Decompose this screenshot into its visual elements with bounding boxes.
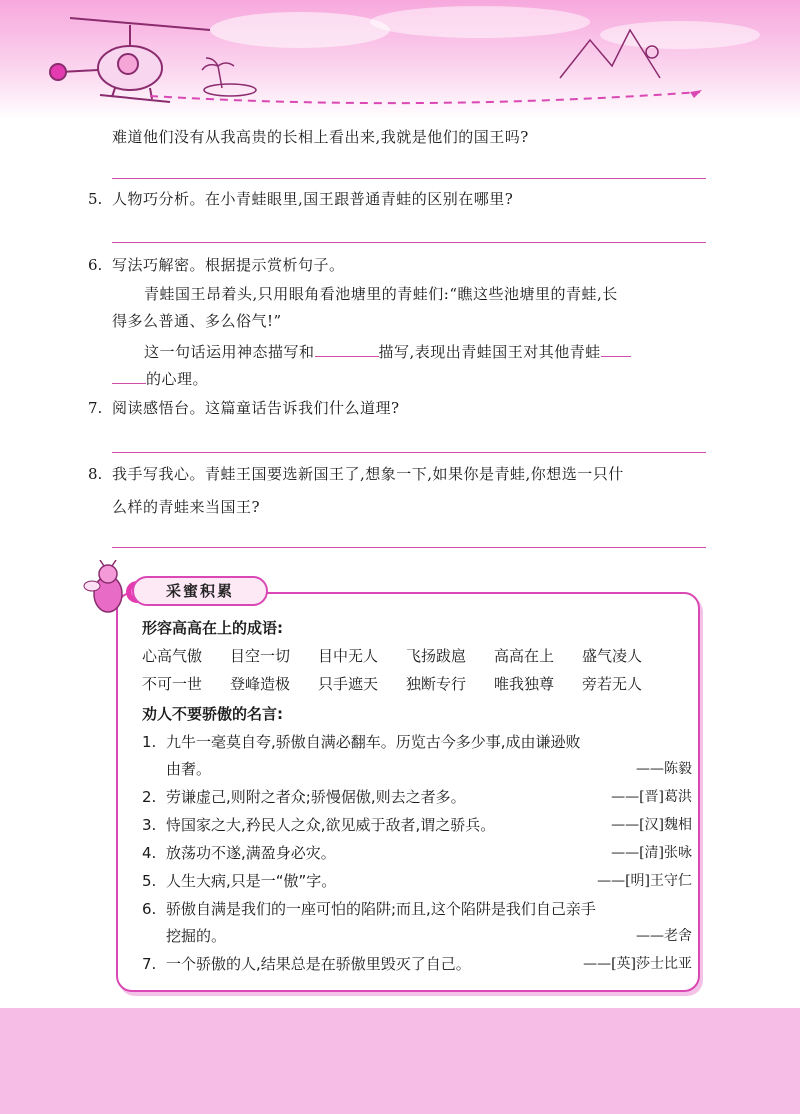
idiom-item: 目中无人 [318, 647, 379, 665]
idiom-item: 登峰造极 [230, 675, 291, 693]
quote-6-author: ——老舍 [636, 928, 692, 944]
q6-fill-text-b: 描写,表现出青蛙国王对其他青蛙 [378, 343, 601, 361]
quote-1-line1: 九牛一毫莫自夸,骄傲自满必翻车。历览古今多少事,成由谦逊败 [166, 733, 581, 751]
quote-number: 2. [142, 788, 157, 806]
quote-number: 5. [142, 872, 157, 890]
question-6-text: 写法巧解密。根据提示赏析句子。 [112, 256, 345, 274]
footer-band [0, 1008, 800, 1114]
q6-quote-line1: 青蛙国王昂着头,只用眼角看池塘里的青蛙们:“瞧这些池塘里的青蛙,长 [144, 285, 618, 303]
quote-7-line1: 一个骄傲的人,结果总是在骄傲里毁灭了自己。 [166, 955, 471, 973]
quote-number: 6. [142, 900, 157, 918]
question-8-line1: 我手写我心。青蛙王国要选新国王了,想象一下,如果你是青蛙,你想选一只什 [112, 465, 624, 483]
idiom-item: 独断专行 [406, 675, 467, 693]
idiom-item: 目空一切 [230, 647, 291, 665]
q4-tail-text: 难道他们没有从我高贵的长相上看出来,我就是他们的国王吗? [112, 128, 529, 146]
idiom-item: 高高在上 [494, 647, 555, 665]
quote-3-author: ——[汉]魏相 [611, 817, 692, 833]
answer-line-q4[interactable] [112, 178, 706, 179]
quote-6-line1: 骄傲自满是我们的一座可怕的陷阱;而且,这个陷阱是我们自己亲手 [166, 900, 596, 918]
quote-4-line1: 放荡功不遂,满盈身必灾。 [166, 844, 336, 862]
quote-4-author: ——[清]张咏 [611, 845, 692, 861]
quote-2-line1: 劳谦虚己,则附之者众;骄慢倨傲,则去之者多。 [166, 788, 466, 806]
q6-fill-line2 [112, 368, 208, 390]
idiom-item: 只手遮天 [318, 675, 379, 693]
q6-quote-line2: 得多么普通、多么俗气!” [112, 312, 282, 330]
quote-1-author: ——陈毅 [636, 761, 692, 777]
idiom-item: 心高气傲 [142, 647, 203, 665]
section-tag: 采蜜积累 [132, 576, 268, 606]
q6-fill-text-c: 的心理。 [146, 370, 209, 388]
idiom-item: 唯我独尊 [494, 675, 555, 693]
question-number-6: 6. [88, 256, 103, 274]
idiom-heading: 形容高高在上的成语: [142, 619, 283, 637]
idiom-item: 不可一世 [142, 675, 203, 693]
q6-blank-2a[interactable] [601, 341, 631, 357]
quote-number: 3. [142, 816, 157, 834]
quote-5-line1: 人生大病,只是一“傲”字。 [166, 872, 337, 890]
header-illustration [0, 0, 800, 120]
q6-fill-text-a: 这一句话运用神态描写和 [144, 343, 315, 361]
q6-blank-2b[interactable] [112, 368, 146, 384]
quote-7-author: ——[英]莎士比亚 [583, 956, 692, 972]
idiom-item: 旁若无人 [582, 675, 643, 693]
answer-line-q5[interactable] [112, 242, 706, 243]
question-8-line2: 么样的青蛙来当国王? [112, 498, 261, 516]
idiom-item: 飞扬跋扈 [406, 647, 467, 665]
quote-heading: 劝人不要骄傲的名言: [142, 705, 283, 723]
q6-fill-line [144, 341, 631, 363]
answer-line-q7[interactable] [112, 452, 706, 453]
helicopter-icon [50, 18, 210, 102]
quote-3-line1: 恃国家之大,矜民人之众,欲见威于敌者,谓之骄兵。 [166, 816, 496, 834]
question-number-8: 8. [88, 465, 103, 483]
quote-number: 4. [142, 844, 157, 862]
question-number-7: 7. [88, 399, 103, 417]
palm-island-icon [202, 58, 256, 96]
quote-1-line2: 由奢。 [166, 760, 212, 778]
q6-blank-1[interactable] [315, 341, 379, 357]
question-number-5: 5. [88, 190, 103, 208]
question-7-text: 阅读感悟台。这篇童话告诉我们什么道理? [112, 399, 400, 417]
quote-number: 7. [142, 955, 157, 973]
idiom-item: 盛气凌人 [582, 647, 643, 665]
question-5-text: 人物巧分析。在小青蛙眼里,国王跟普通青蛙的区别在哪里? [112, 190, 514, 208]
quote-2-author: ——[晋]葛洪 [611, 789, 692, 805]
quote-6-line2: 挖掘的。 [166, 927, 227, 945]
quote-5-author: ——[明]王守仁 [597, 873, 692, 889]
quote-number: 1. [142, 733, 157, 751]
answer-line-q8[interactable] [112, 547, 706, 548]
page-header-decoration [0, 0, 800, 120]
